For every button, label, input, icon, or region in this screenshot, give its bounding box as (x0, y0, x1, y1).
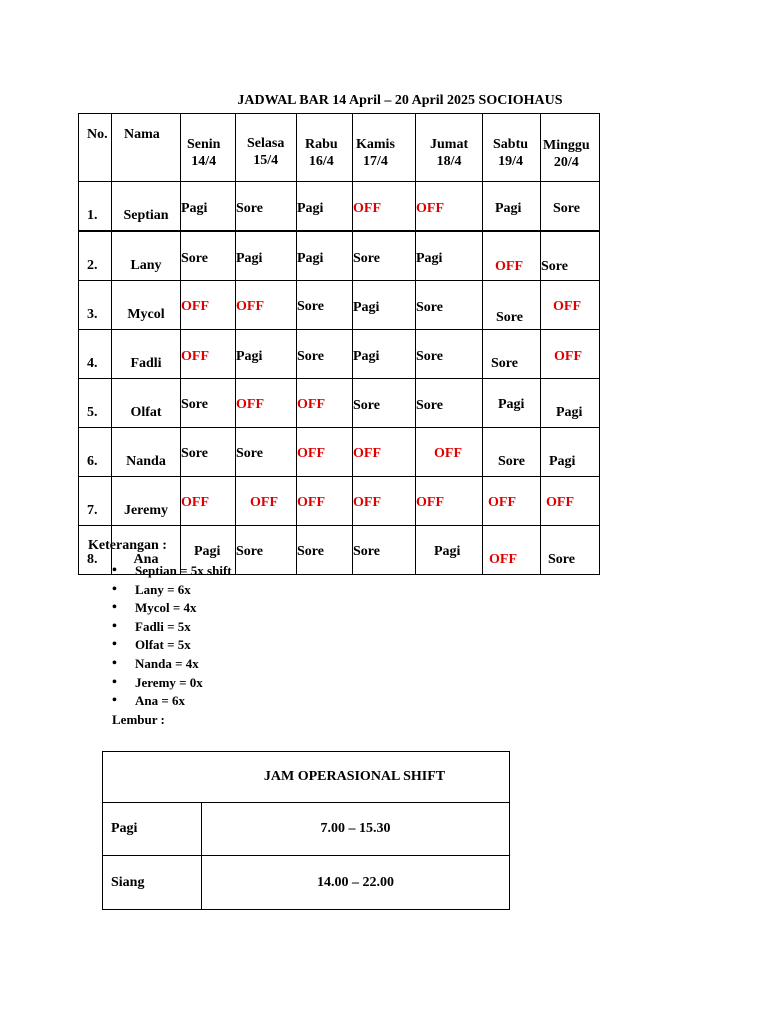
shift-cell (483, 428, 541, 477)
shift-value: Sore (297, 349, 324, 364)
header-day (236, 114, 297, 182)
header-no: No. (79, 114, 112, 182)
row-number-cell (79, 231, 112, 281)
employee-name: Ana (133, 552, 159, 567)
day-date: 18/4 (436, 154, 462, 169)
list-item: • Ana = 6x (112, 692, 232, 711)
shift-off: OFF (181, 495, 209, 510)
shift-cell (181, 428, 236, 477)
list-item: • Olfat = 5x (112, 636, 232, 655)
row-number: 2. (87, 258, 98, 273)
shift-value: Pagi (236, 251, 263, 266)
shift-cell (541, 379, 600, 428)
shift-off: OFF (546, 495, 574, 510)
row-number-cell (79, 428, 112, 477)
shift-cell (353, 379, 416, 428)
shift-cell (181, 231, 236, 281)
employee-name-cell (112, 379, 181, 428)
shift-off: OFF (553, 299, 581, 314)
shift-cell (297, 379, 353, 428)
employee-name-cell (112, 281, 181, 330)
table-row (79, 182, 600, 232)
employee-name-cell (112, 182, 181, 232)
employee-name: Lany (130, 258, 162, 273)
list-item: • Mycol = 4x (112, 599, 232, 618)
shift-off: OFF (250, 495, 278, 510)
shift-value: Sore (181, 397, 208, 412)
shift-cell (353, 231, 416, 281)
shift-cell (353, 182, 416, 232)
shift-cell (297, 526, 353, 575)
shift-cell (236, 428, 297, 477)
shift-value: Pagi (236, 349, 263, 364)
shift-value: Sore (181, 251, 208, 266)
shift-value: Sore (236, 544, 263, 559)
shift-value: Sore (548, 552, 575, 567)
row-number: 4. (87, 356, 98, 371)
shift-cell (541, 182, 600, 232)
employee-name-cell (112, 330, 181, 379)
shift-value: Sore (236, 201, 263, 216)
list-item: • Jeremy = 0x (112, 674, 232, 693)
shift-value: Pagi (297, 201, 324, 216)
shift-value: Pagi (181, 201, 208, 216)
shift-off: OFF (236, 299, 264, 314)
shift-value: Pagi (297, 251, 324, 266)
shift-cell (541, 231, 600, 281)
shift-value: Pagi (498, 397, 525, 412)
day-name: Rabu (305, 137, 338, 152)
shift-value: Sore (416, 300, 443, 315)
shift-off: OFF (495, 259, 523, 274)
table-row (79, 231, 600, 281)
row-number-cell (79, 281, 112, 330)
shift-off: OFF (181, 349, 209, 364)
lembur-label: Lembur : (112, 712, 165, 727)
header-row (79, 114, 600, 182)
row-number-cell (79, 379, 112, 428)
shift-cell (483, 281, 541, 330)
shift-cell (297, 330, 353, 379)
row-number: 5. (87, 405, 98, 420)
shift-count-list (112, 562, 232, 711)
shift-cell (483, 231, 541, 281)
header-day (483, 114, 541, 182)
day-date: 15/4 (253, 153, 279, 168)
shift-cell (297, 428, 353, 477)
day-date: 20/4 (553, 155, 579, 170)
employee-name: Jeremy (123, 503, 169, 518)
shift-value: Sore (416, 398, 443, 413)
shift-off: OFF (434, 446, 462, 461)
employee-name-cell (112, 428, 181, 477)
shift-value: Pagi (194, 544, 221, 559)
shift-cell (416, 281, 483, 330)
shift-cell (181, 182, 236, 232)
shift-value: Pagi (416, 251, 443, 266)
shift-value: Sore (498, 454, 525, 469)
shift-cell (416, 526, 483, 575)
shift-hours: 7.00 – 15.30 (202, 803, 510, 856)
shift-value: Sore (236, 446, 263, 461)
table-row (79, 330, 600, 379)
day-name: Selasa (247, 136, 285, 151)
shift-cell (483, 379, 541, 428)
row-number: 7. (87, 503, 98, 518)
keterangan-label: Keterangan : (88, 538, 167, 553)
shift-cell (541, 330, 600, 379)
shift-value: Sore (553, 201, 580, 216)
employee-name: Olfat (130, 405, 162, 420)
shift-cell (236, 526, 297, 575)
employee-name-cell (112, 477, 181, 526)
shift-cell (483, 330, 541, 379)
shift-off: OFF (489, 552, 517, 567)
row-number-cell (79, 477, 112, 526)
day-name: Sabtu (493, 137, 529, 152)
shift-cell (297, 477, 353, 526)
day-date: 17/4 (363, 154, 388, 169)
shift-off: OFF (488, 495, 516, 510)
shift-cell (236, 231, 297, 281)
shift-cell (541, 281, 600, 330)
shift-value: Sore (541, 259, 568, 274)
shift-value: Pagi (495, 201, 522, 216)
list-item: • Septian = 5x shift (112, 562, 232, 581)
list-item: • Fadli = 5x (112, 618, 232, 637)
shift-cell (353, 330, 416, 379)
shift-value: Sore (297, 544, 324, 559)
shift-value: Sore (181, 446, 208, 461)
shift-value: Sore (416, 349, 443, 364)
shift-cell (297, 231, 353, 281)
table-row (79, 428, 600, 477)
shift-value: Sore (353, 251, 380, 266)
table-row (103, 752, 510, 803)
shift-cell (181, 330, 236, 379)
shift-cell (353, 477, 416, 526)
shift-value: Pagi (549, 454, 576, 469)
shift-label: Siang (103, 856, 202, 910)
shift-cell (416, 428, 483, 477)
shift-cell (541, 526, 600, 575)
shift-cell (236, 379, 297, 428)
shift-cell (416, 379, 483, 428)
day-date: 16/4 (308, 154, 334, 169)
shift-cell (181, 281, 236, 330)
employee-name: Mycol (127, 307, 165, 322)
header-day (353, 114, 416, 182)
shift-cell (416, 477, 483, 526)
shift-value: Sore (353, 544, 380, 559)
row-number-cell (79, 330, 112, 379)
page-title: JADWAL BAR 14 April – 20 April 2025 SOCIOHAUS (237, 93, 563, 108)
operational-hours-table (102, 751, 510, 910)
shift-off: OFF (297, 495, 325, 510)
shift-off: OFF (353, 446, 381, 461)
shift-cell (353, 281, 416, 330)
employee-name-cell (112, 231, 181, 281)
shift-hours: 14.00 – 22.00 (202, 856, 510, 910)
shift-cell (483, 182, 541, 232)
shift-cell (483, 477, 541, 526)
day-name: Minggu (543, 138, 590, 153)
shift-value: Pagi (556, 405, 583, 420)
shift-off: OFF (181, 299, 209, 314)
shift-cell (236, 182, 297, 232)
row-number: 6. (87, 454, 98, 469)
shift-off: OFF (353, 201, 381, 216)
shift-cell (416, 231, 483, 281)
shift-value: Pagi (434, 544, 461, 559)
header-day (297, 114, 353, 182)
shift-cell (297, 182, 353, 232)
list-item: • Lany = 6x (112, 581, 232, 600)
shift-cell (353, 428, 416, 477)
employee-name: Fadli (130, 356, 162, 371)
header-day (416, 114, 483, 182)
shift-label: Pagi (103, 803, 202, 856)
row-number: 1. (87, 208, 98, 223)
row-number-cell (79, 182, 112, 232)
employee-name: Septian (123, 208, 169, 223)
day-date: 19/4 (498, 154, 523, 169)
shift-cell (541, 428, 600, 477)
header-day (541, 114, 600, 182)
day-date: 14/4 (191, 154, 217, 169)
table-row (79, 477, 600, 526)
day-name: Senin (187, 137, 221, 152)
shift-value: Pagi (353, 349, 380, 364)
shift-off: OFF (416, 201, 444, 216)
shift-off: OFF (236, 397, 264, 412)
header-day (181, 114, 236, 182)
shift-off: OFF (297, 446, 325, 461)
shift-cell (297, 281, 353, 330)
day-name: Jumat (430, 137, 469, 152)
shift-value: Sore (491, 356, 518, 371)
header-nama: Nama (112, 114, 181, 182)
table-row (103, 856, 510, 910)
shift-off: OFF (353, 495, 381, 510)
shift-off: OFF (554, 349, 582, 364)
employee-name: Nanda (126, 454, 166, 469)
shift-value: Sore (353, 398, 380, 413)
shift-cell (353, 526, 416, 575)
shift-cell (236, 330, 297, 379)
shift-off: OFF (297, 397, 325, 412)
shift-value: Sore (297, 299, 324, 314)
table-row (79, 379, 600, 428)
shift-value: Sore (496, 310, 523, 325)
table-row (103, 803, 510, 856)
row-number: 3. (87, 307, 98, 322)
shift-cell (236, 477, 297, 526)
table-row (79, 281, 600, 330)
list-item: • Nanda = 4x (112, 655, 232, 674)
shift-cell (181, 379, 236, 428)
shift-value: Pagi (353, 300, 380, 315)
shift-cell (541, 477, 600, 526)
shift-cell (416, 330, 483, 379)
day-name: Kamis (356, 137, 395, 152)
operational-hours-title: JAM OPERASIONAL SHIFT (103, 752, 510, 803)
row-number: 8. (87, 552, 98, 567)
shift-cell (416, 182, 483, 232)
shift-cell (236, 281, 297, 330)
schedule-table (78, 113, 600, 575)
shift-cell (483, 526, 541, 575)
shift-off: OFF (416, 495, 444, 510)
shift-cell (181, 477, 236, 526)
